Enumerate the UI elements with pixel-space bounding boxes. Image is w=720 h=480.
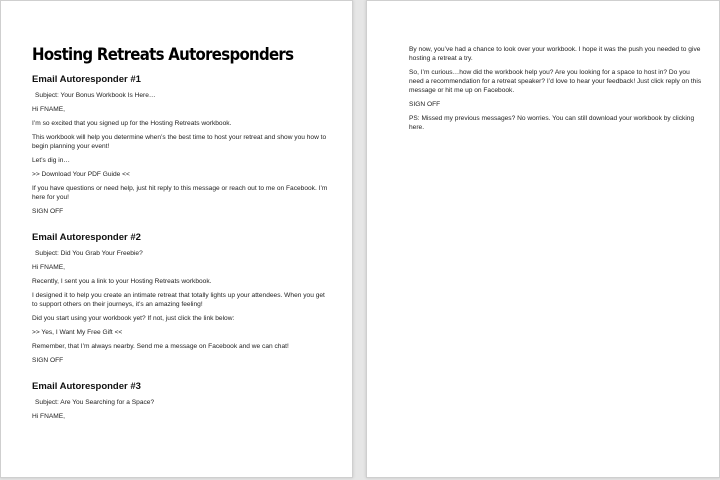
autoresponder-1-section bbox=[32, 74, 332, 216]
email-postscript: PS: Missed my previous messages? No worries. You can still download your workbook by clicking here. bbox=[409, 115, 695, 131]
section-heading: Email Autoresponder #2 bbox=[32, 232, 141, 243]
email-subject: Subject: Did You Grab Your Freebie? bbox=[35, 250, 143, 257]
section-heading: Email Autoresponder #1 bbox=[32, 74, 141, 85]
email-paragraph: Remember, that I’m always nearby. Send me a message on Facebook and we can chat! bbox=[32, 343, 289, 350]
email-paragraph: This workbook will help you determine when’s the best time to host your retreat and show you how to begin planning your event! bbox=[32, 134, 327, 150]
autoresponder-3-section bbox=[32, 381, 332, 421]
email-sign-off: SIGN OFF bbox=[32, 208, 64, 215]
email-paragraph: Did you start using your workbook yet? If not, just click the link below: bbox=[32, 315, 235, 322]
email-subject: Subject: Are You Searching for a Space? bbox=[35, 399, 155, 406]
document-page-2 bbox=[366, 0, 720, 478]
email-greeting: Hi FNAME, bbox=[32, 264, 65, 271]
email-paragraph: I’m so excited that you signed up for the Hosting Retreats workbook. bbox=[32, 120, 232, 127]
gift-link-text: >> Yes, I Want My Free Gift << bbox=[32, 329, 123, 336]
email-paragraph: By now, you’ve had a chance to look over your workbook. I hope it was the push you needed to give hosting a retreat a try. bbox=[409, 46, 701, 62]
email-paragraph: Let’s dig in… bbox=[32, 157, 70, 164]
document-title: Hosting Retreats Autoresponders bbox=[32, 45, 294, 65]
email-greeting: Hi FNAME, bbox=[32, 413, 65, 420]
email-paragraph: If you have questions or need help, just hit reply to this message or reach out to me on Facebook. I’m here for you! bbox=[32, 185, 328, 201]
email-sign-off: SIGN OFF bbox=[32, 357, 64, 364]
email-sign-off: SIGN OFF bbox=[409, 101, 441, 108]
page-2-content bbox=[409, 45, 705, 137]
email-paragraph: I designed it to help you create an intimate retreat that totally lights up your attendees. When you get to support others on their journeys, it’s an amazing feeling! bbox=[32, 292, 325, 308]
document-page-1 bbox=[0, 0, 353, 478]
email-subject: Subject: Your Bonus Workbook Is Here… bbox=[35, 92, 156, 99]
section-heading: Email Autoresponder #3 bbox=[32, 381, 141, 392]
email-greeting: Hi FNAME, bbox=[32, 106, 65, 113]
email-paragraph: Recently, I sent you a link to your Hosting Retreats workbook. bbox=[32, 278, 212, 285]
autoresponder-2-section bbox=[32, 232, 332, 365]
page-1-content bbox=[32, 45, 332, 426]
email-paragraph: So, I’m curious…how did the workbook help you? Are you looking for a space to host in? Do you need a recommendation for a retreat speaker? I’d love to hear your feedback! Just click reply on this message or hit me up on Facebook. bbox=[409, 69, 702, 94]
download-link-text: >> Download Your PDF Guide << bbox=[32, 171, 130, 178]
